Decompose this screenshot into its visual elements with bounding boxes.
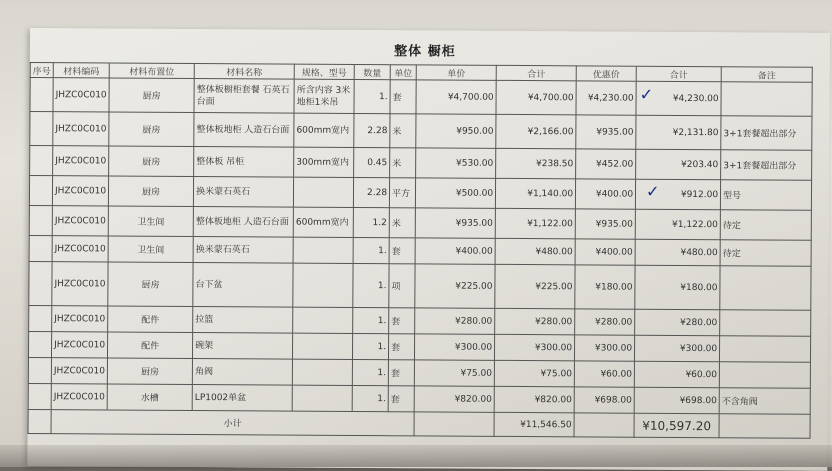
- row-discount: ¥452.00: [576, 149, 636, 179]
- row-code: JHZC0C010: [52, 206, 108, 236]
- row-place: 厨房: [109, 78, 194, 113]
- row-code: JHZC0C010: [52, 332, 108, 358]
- col-header-name: 材料名称: [194, 64, 294, 80]
- row-code: JHZC0C010: [51, 384, 107, 410]
- row-total: ¥238.50: [496, 148, 576, 178]
- row-total: ¥280.00: [495, 308, 575, 334]
- row-name: 换米蒙石英石: [193, 237, 293, 264]
- subtotal-blank: [719, 414, 810, 439]
- col-header-total: 合计: [496, 65, 576, 80]
- row-spec: 所含内容 3米地柜1米吊: [294, 79, 354, 113]
- row-discount: ¥180.00: [575, 265, 635, 309]
- row-place: 配件: [108, 306, 193, 333]
- row-note: [720, 336, 811, 363]
- row-note: [721, 82, 812, 117]
- subtotal-blank: [414, 412, 494, 436]
- col-header-index: 序号: [30, 63, 53, 78]
- row-discount-total: ¥203.40: [636, 149, 721, 180]
- row-place: 厨房: [107, 358, 192, 385]
- row-total: ¥4,700.00: [496, 80, 576, 114]
- row-discount-total: ¥698.00: [634, 387, 719, 414]
- col-header-code: 材料编码: [53, 63, 109, 78]
- row-code: JHZC0C010: [52, 176, 108, 206]
- row-note: 待定: [720, 240, 811, 267]
- row-note: 型号: [720, 180, 811, 211]
- row-place: 配件: [108, 332, 193, 359]
- row-spec: [292, 359, 352, 385]
- row-name: 角阀: [192, 358, 292, 385]
- col-header-unit: 单位: [390, 65, 416, 80]
- row-discount: ¥60.00: [574, 361, 634, 387]
- row-qty: 1.: [353, 307, 389, 333]
- row-discount: ¥400.00: [575, 179, 635, 209]
- row-qty: 2.28: [354, 113, 390, 147]
- col-header-qty: 数量: [354, 64, 390, 79]
- row-total: ¥75.00: [494, 360, 574, 386]
- subtotal-total: ¥11,546.50: [494, 412, 574, 436]
- col-header-place: 材料布置位: [109, 63, 194, 79]
- row-price: ¥75.00: [414, 360, 494, 386]
- row-index: [30, 112, 53, 146]
- photo-bottom-shadow: [0, 445, 832, 467]
- row-spec: [292, 385, 352, 411]
- row-qty: 1.2: [353, 207, 389, 237]
- row-price: ¥820.00: [414, 386, 494, 412]
- row-discount: ¥280.00: [575, 309, 635, 335]
- row-note: 待定: [720, 210, 811, 241]
- col-header-discount-total: 合计: [636, 66, 721, 82]
- col-header-spec: 规格、型号: [294, 64, 354, 79]
- row-total: ¥225.00: [495, 264, 575, 308]
- sheet-title: 整体 橱柜: [394, 44, 456, 60]
- row-price: ¥935.00: [415, 208, 495, 238]
- table-row: [30, 78, 812, 117]
- row-discount-total: ¥280.00: [635, 309, 720, 336]
- row-place: 卫生间: [108, 236, 193, 263]
- row-index: [29, 305, 52, 331]
- row-spec: [293, 333, 353, 359]
- row-unit: 米: [390, 114, 416, 148]
- subtotal-blank: [574, 413, 634, 437]
- row-discount: ¥935.00: [576, 115, 636, 149]
- row-index: [30, 146, 53, 176]
- row-qty: 1.: [354, 79, 390, 113]
- table-row: [30, 146, 812, 181]
- row-unit: 套: [388, 360, 414, 386]
- row-spec: 600mm宽内: [293, 207, 353, 237]
- col-header-discount: 优惠价: [576, 66, 636, 81]
- subtotal-label: 小计: [51, 410, 414, 436]
- row-place: 卫生间: [108, 206, 193, 237]
- row-name: 整体板地柜 人造石台面: [194, 113, 294, 148]
- quotation-sheet: [27, 28, 830, 471]
- row-price: ¥530.00: [416, 148, 496, 178]
- row-price: ¥300.00: [415, 334, 495, 360]
- row-discount-total: ¥912.00: [635, 179, 720, 210]
- row-price: ¥280.00: [415, 308, 495, 334]
- table-row: [29, 176, 811, 211]
- row-discount-total: ¥2,131.80: [636, 115, 721, 150]
- row-unit: 套: [389, 334, 415, 360]
- row-total: ¥480.00: [495, 238, 575, 264]
- check-mark-icon: ✓: [645, 181, 660, 201]
- col-header-price: 单价: [416, 65, 496, 80]
- row-spec: [293, 263, 353, 307]
- row-index: [29, 176, 52, 206]
- row-code: JHZC0C010: [52, 262, 108, 306]
- row-index: [29, 205, 52, 235]
- row-total: ¥300.00: [495, 334, 575, 360]
- row-code: JHZC0C010: [53, 146, 109, 176]
- row-price: ¥950.00: [416, 114, 496, 148]
- row-qty: 1.: [353, 333, 389, 359]
- row-unit: 平方: [389, 178, 415, 208]
- row-place: 水槽: [107, 384, 192, 411]
- row-place: 厨房: [109, 112, 194, 147]
- row-index: [29, 235, 52, 261]
- row-unit: 米: [389, 208, 415, 238]
- row-unit: 套: [388, 386, 414, 412]
- row-place: 厨房: [108, 176, 193, 207]
- row-discount: ¥400.00: [575, 239, 635, 265]
- row-name: LP1002单盆: [192, 384, 292, 411]
- row-index: [28, 331, 51, 357]
- row-unit: 套: [389, 308, 415, 334]
- row-spec: 600mm宽内: [294, 113, 354, 147]
- row-index: [30, 78, 53, 112]
- table-row: [30, 112, 812, 151]
- row-price: ¥225.00: [415, 264, 495, 308]
- table-row: [29, 205, 811, 240]
- row-total: ¥1,140.00: [495, 178, 575, 208]
- row-discount: ¥300.00: [575, 335, 635, 361]
- row-total: ¥2,166.00: [496, 114, 576, 148]
- row-discount: ¥4,230.00: [576, 81, 636, 115]
- row-discount-total: ¥180.00: [635, 265, 720, 310]
- row-code: JHZC0C010: [52, 306, 108, 332]
- row-index: [28, 383, 51, 409]
- row-spec: [293, 177, 353, 207]
- table-row: [29, 261, 811, 310]
- row-spec: 300mm宽内: [294, 147, 354, 177]
- row-discount: ¥935.00: [575, 209, 635, 239]
- row-unit: 米: [390, 148, 416, 178]
- row-discount-total: ¥1,122.00: [635, 209, 720, 240]
- row-qty: 0.45: [354, 147, 390, 177]
- row-note: [720, 310, 811, 337]
- row-qty: 1.: [352, 385, 388, 411]
- row-note: 3+1套餐超出部分: [721, 116, 812, 151]
- row-note: 不含角阀: [719, 388, 810, 415]
- row-index: [29, 261, 52, 305]
- row-qty: 1.: [352, 359, 388, 385]
- row-name: 碗架: [193, 332, 293, 359]
- subtotal-blank: [28, 409, 51, 433]
- row-code: JHZC0C010: [51, 358, 107, 384]
- row-qty: 2.28: [353, 177, 389, 207]
- row-price: ¥500.00: [415, 178, 495, 208]
- row-name: 整体板地柜 人造石台面: [193, 207, 293, 238]
- check-mark-icon: ✓: [639, 84, 654, 104]
- row-note: [719, 362, 810, 389]
- row-price: ¥4,700.00: [416, 80, 496, 114]
- row-spec: [293, 307, 353, 333]
- row-note: [720, 266, 811, 311]
- row-note: 3+1套餐超出部分: [721, 150, 812, 181]
- row-place: 厨房: [108, 262, 193, 307]
- row-name: 换米蒙石英石: [193, 177, 293, 208]
- row-name: 整体板 吊柜: [194, 147, 294, 178]
- col-header-note: 备注: [721, 67, 812, 83]
- subtotal-row: [28, 409, 810, 438]
- row-discount-total: ¥4,230.00: [636, 81, 721, 116]
- row-price: ¥400.00: [415, 238, 495, 264]
- row-name: 拉篮: [193, 307, 293, 334]
- row-discount-total: ¥480.00: [635, 239, 720, 266]
- row-total: ¥820.00: [494, 386, 574, 412]
- row-name: 台下盆: [193, 263, 293, 308]
- quotation-table: [28, 62, 813, 439]
- row-qty: 1.: [353, 237, 389, 263]
- row-spec: [293, 237, 353, 263]
- row-unit: 套: [390, 80, 416, 114]
- row-code: JHZC0C010: [53, 112, 109, 146]
- row-place: 厨房: [109, 146, 194, 177]
- row-code: JHZC0C010: [52, 236, 108, 262]
- row-code: JHZC0C010: [53, 78, 109, 112]
- row-discount-total: ¥60.00: [634, 361, 719, 388]
- row-index: [28, 357, 51, 383]
- row-discount-total: ¥300.00: [635, 335, 720, 362]
- row-unit: 套: [389, 238, 415, 264]
- row-total: ¥1,122.00: [495, 208, 575, 238]
- row-qty: 1.: [353, 263, 389, 307]
- row-discount: ¥698.00: [574, 387, 634, 413]
- row-unit: 项: [389, 264, 415, 308]
- row-name: 整体板橱柜套餐 石英石台面: [194, 79, 294, 114]
- subtotal-discount-total: ¥10,597.20: [634, 413, 719, 438]
